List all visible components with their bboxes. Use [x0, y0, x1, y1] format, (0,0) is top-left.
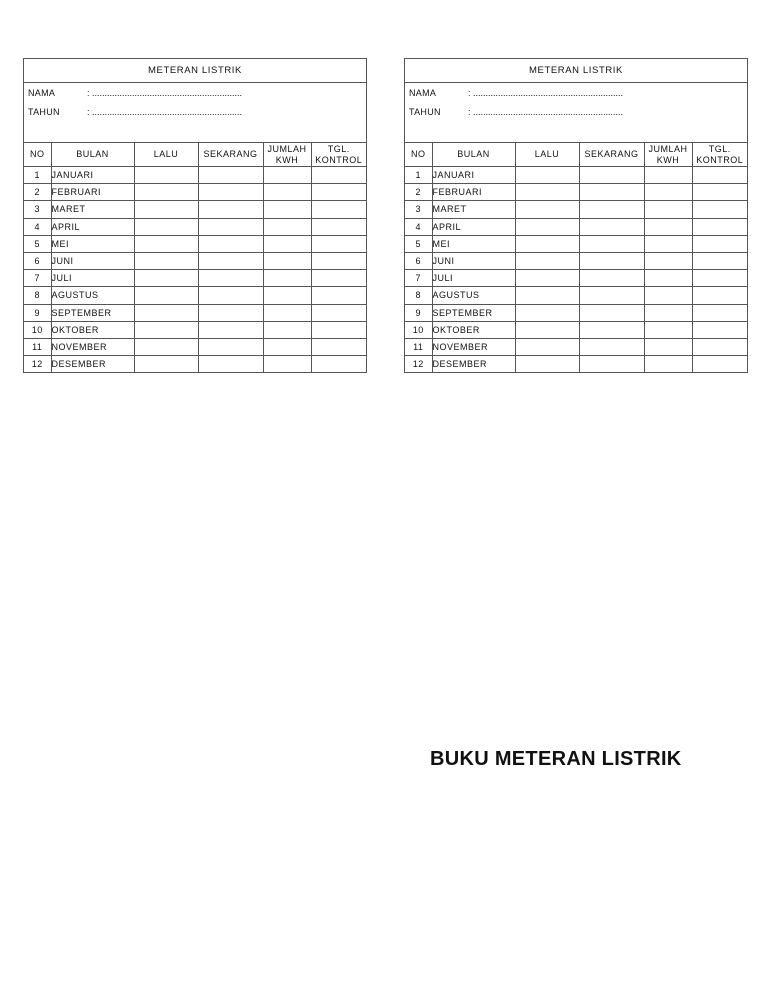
row-no: 6: [24, 252, 51, 269]
cell-jumlah-kwh[interactable]: [263, 252, 311, 269]
cell-sekarang[interactable]: [579, 235, 644, 252]
cell-sekarang[interactable]: [579, 356, 644, 373]
row-bulan: JULI: [432, 270, 515, 287]
cell-lalu[interactable]: [515, 218, 579, 235]
row-bulan: AGUSTUS: [432, 287, 515, 304]
row-no: 11: [24, 338, 51, 355]
cell-sekarang[interactable]: [198, 270, 263, 287]
cell-jumlah-kwh[interactable]: [644, 338, 692, 355]
row-bulan: JUNI: [432, 252, 515, 269]
nama-value: : ............................................................: [87, 88, 243, 98]
cell-lalu[interactable]: [515, 252, 579, 269]
row-no: 1: [24, 167, 51, 184]
cell-tgl-kontrol[interactable]: [692, 287, 747, 304]
cell-sekarang[interactable]: [579, 270, 644, 287]
table-row: [405, 201, 747, 218]
table-row: [405, 167, 747, 184]
cell-tgl-kontrol[interactable]: [311, 356, 366, 373]
meter-table: [405, 143, 747, 372]
cell-sekarang[interactable]: [198, 338, 263, 355]
table-row: [24, 184, 366, 201]
row-no: 3: [24, 201, 51, 218]
cell-sekarang[interactable]: [579, 184, 644, 201]
cell-jumlah-kwh[interactable]: [263, 167, 311, 184]
row-bulan: SEPTEMBER: [432, 304, 515, 321]
cell-lalu[interactable]: [134, 356, 198, 373]
meter-card-left: [23, 58, 367, 373]
cell-sekarang[interactable]: [579, 218, 644, 235]
row-no: 5: [24, 235, 51, 252]
row-bulan: APRIL: [51, 218, 134, 235]
table-row: [405, 218, 747, 235]
cell-lalu[interactable]: [134, 338, 198, 355]
table-row: [405, 184, 747, 201]
row-bulan: MARET: [432, 201, 515, 218]
cell-lalu[interactable]: [134, 167, 198, 184]
table-row: [24, 218, 366, 235]
cell-lalu[interactable]: [134, 252, 198, 269]
cell-jumlah-kwh[interactable]: [644, 252, 692, 269]
col-header-jumlah-kwh: JUMLAH KWH: [644, 143, 692, 167]
row-bulan: OKTOBER: [432, 321, 515, 338]
row-bulan: OKTOBER: [51, 321, 134, 338]
cell-sekarang[interactable]: [198, 235, 263, 252]
cell-sekarang[interactable]: [579, 252, 644, 269]
cell-tgl-kontrol[interactable]: [692, 321, 747, 338]
cell-lalu[interactable]: [515, 287, 579, 304]
cell-tgl-kontrol[interactable]: [692, 184, 747, 201]
cell-sekarang[interactable]: [579, 287, 644, 304]
row-no: 4: [24, 218, 51, 235]
nama-row: [28, 88, 242, 98]
cell-tgl-kontrol[interactable]: [692, 270, 747, 287]
table-row: [405, 304, 747, 321]
cell-tgl-kontrol[interactable]: [311, 167, 366, 184]
cell-sekarang[interactable]: [198, 218, 263, 235]
row-no: 10: [405, 321, 432, 338]
cell-tgl-kontrol[interactable]: [692, 356, 747, 373]
cell-jumlah-kwh[interactable]: [263, 201, 311, 218]
row-bulan: NOVEMBER: [51, 338, 134, 355]
row-bulan: APRIL: [432, 218, 515, 235]
row-bulan: NOVEMBER: [432, 338, 515, 355]
cell-tgl-kontrol[interactable]: [692, 167, 747, 184]
row-no: 11: [405, 338, 432, 355]
cell-tgl-kontrol[interactable]: [692, 218, 747, 235]
cell-tgl-kontrol[interactable]: [311, 338, 366, 355]
cell-tgl-kontrol[interactable]: [311, 252, 366, 269]
table-row: [405, 270, 747, 287]
row-no: 9: [24, 304, 51, 321]
col-header-no: NO: [405, 143, 432, 167]
col-header-sekarang: SEKARANG: [198, 143, 263, 167]
cell-sekarang[interactable]: [198, 356, 263, 373]
table-row: [24, 321, 366, 338]
table-row: [24, 304, 366, 321]
cell-tgl-kontrol[interactable]: [311, 270, 366, 287]
table-row: [24, 356, 366, 373]
row-bulan: MARET: [51, 201, 134, 218]
col-header-tgl-kontrol: TGL. KONTROL: [692, 143, 747, 167]
cell-sekarang[interactable]: [198, 321, 263, 338]
cell-jumlah-kwh[interactable]: [263, 184, 311, 201]
table-row: [24, 167, 366, 184]
row-no: 3: [405, 201, 432, 218]
row-bulan: FEBRUARI: [51, 184, 134, 201]
cell-lalu[interactable]: [515, 356, 579, 373]
cell-jumlah-kwh[interactable]: [263, 321, 311, 338]
cell-tgl-kontrol[interactable]: [311, 184, 366, 201]
row-bulan: FEBRUARI: [432, 184, 515, 201]
cell-sekarang[interactable]: [198, 167, 263, 184]
row-no: 8: [405, 287, 432, 304]
cell-lalu[interactable]: [515, 184, 579, 201]
cell-lalu[interactable]: [134, 201, 198, 218]
nama-value: : ............................................................: [468, 88, 624, 98]
col-header-sekarang: SEKARANG: [579, 143, 644, 167]
row-no: 5: [405, 235, 432, 252]
table-row: [24, 270, 366, 287]
row-no: 12: [24, 356, 51, 373]
cell-lalu[interactable]: [134, 184, 198, 201]
table-row: [24, 252, 366, 269]
cell-tgl-kontrol[interactable]: [311, 287, 366, 304]
cell-jumlah-kwh[interactable]: [644, 218, 692, 235]
tahun-value: : ............................................................: [468, 107, 624, 117]
cell-jumlah-kwh[interactable]: [644, 184, 692, 201]
cell-tgl-kontrol[interactable]: [311, 235, 366, 252]
col-header-bulan: BULAN: [432, 143, 515, 167]
cell-sekarang[interactable]: [198, 184, 263, 201]
cell-lalu[interactable]: [515, 235, 579, 252]
cell-tgl-kontrol[interactable]: [692, 338, 747, 355]
cell-sekarang[interactable]: [198, 304, 263, 321]
cell-jumlah-kwh[interactable]: [263, 218, 311, 235]
row-bulan: AGUSTUS: [51, 287, 134, 304]
col-header-jumlah-kwh: JUMLAH KWH: [263, 143, 311, 167]
cell-lalu[interactable]: [134, 270, 198, 287]
info-section: [24, 83, 366, 143]
cell-jumlah-kwh[interactable]: [263, 287, 311, 304]
row-no: 6: [405, 252, 432, 269]
table-row: [405, 287, 747, 304]
row-no: 9: [405, 304, 432, 321]
row-no: 8: [24, 287, 51, 304]
cell-lalu[interactable]: [134, 287, 198, 304]
col-header-no: NO: [24, 143, 51, 167]
cell-sekarang[interactable]: [579, 338, 644, 355]
tahun-label: TAHUN: [409, 107, 441, 117]
cell-jumlah-kwh[interactable]: [644, 201, 692, 218]
cell-lalu[interactable]: [515, 304, 579, 321]
row-no: 12: [405, 356, 432, 373]
cell-tgl-kontrol[interactable]: [692, 304, 747, 321]
tahun-row: [409, 107, 623, 117]
row-no: 1: [405, 167, 432, 184]
row-no: 2: [405, 184, 432, 201]
nama-label: NAMA: [409, 88, 437, 98]
nama-row: [409, 88, 623, 98]
cell-sekarang[interactable]: [198, 287, 263, 304]
row-no: 10: [24, 321, 51, 338]
cell-jumlah-kwh[interactable]: [644, 235, 692, 252]
row-bulan: DESEMBER: [432, 356, 515, 373]
cell-lalu[interactable]: [134, 235, 198, 252]
cell-lalu[interactable]: [515, 201, 579, 218]
cell-sekarang[interactable]: [579, 201, 644, 218]
cell-tgl-kontrol[interactable]: [692, 201, 747, 218]
cell-jumlah-kwh[interactable]: [644, 287, 692, 304]
table-row: [24, 338, 366, 355]
cell-lalu[interactable]: [515, 167, 579, 184]
table-row: [405, 252, 747, 269]
cell-jumlah-kwh[interactable]: [644, 304, 692, 321]
cell-tgl-kontrol[interactable]: [311, 321, 366, 338]
meter-table: [24, 143, 366, 372]
cell-sekarang[interactable]: [579, 321, 644, 338]
row-bulan: DESEMBER: [51, 356, 134, 373]
meter-card-right: [404, 58, 748, 373]
tahun-label: TAHUN: [28, 107, 60, 117]
cell-jumlah-kwh[interactable]: [263, 270, 311, 287]
row-bulan: JANUARI: [51, 167, 134, 184]
cell-jumlah-kwh[interactable]: [263, 356, 311, 373]
card-title: METERAN LISTRIK: [24, 59, 366, 83]
cell-tgl-kontrol[interactable]: [311, 304, 366, 321]
table-row: [405, 356, 747, 373]
tahun-row: [28, 107, 242, 117]
cell-tgl-kontrol[interactable]: [692, 235, 747, 252]
cell-sekarang[interactable]: [198, 252, 263, 269]
col-header-lalu: LALU: [515, 143, 579, 167]
cell-tgl-kontrol[interactable]: [311, 218, 366, 235]
row-bulan: JULI: [51, 270, 134, 287]
row-bulan: SEPTEMBER: [51, 304, 134, 321]
cell-lalu[interactable]: [134, 321, 198, 338]
cell-lalu[interactable]: [515, 321, 579, 338]
cell-jumlah-kwh[interactable]: [263, 235, 311, 252]
cell-jumlah-kwh[interactable]: [644, 167, 692, 184]
row-no: 4: [405, 218, 432, 235]
cell-sekarang[interactable]: [198, 201, 263, 218]
cell-jumlah-kwh[interactable]: [644, 356, 692, 373]
cell-jumlah-kwh[interactable]: [644, 270, 692, 287]
cell-lalu[interactable]: [134, 304, 198, 321]
cell-jumlah-kwh[interactable]: [263, 338, 311, 355]
row-bulan: MEI: [51, 235, 134, 252]
row-no: 7: [24, 270, 51, 287]
col-header-tgl-kontrol: TGL. KONTROL: [311, 143, 366, 167]
cell-jumlah-kwh[interactable]: [644, 321, 692, 338]
table-row: [405, 338, 747, 355]
row-bulan: MEI: [432, 235, 515, 252]
table-row: [24, 235, 366, 252]
row-bulan: JUNI: [51, 252, 134, 269]
cell-sekarang[interactable]: [579, 304, 644, 321]
info-section: [405, 83, 747, 143]
row-no: 2: [24, 184, 51, 201]
tahun-value: : ............................................................: [87, 107, 243, 117]
row-no: 7: [405, 270, 432, 287]
nama-label: NAMA: [28, 88, 56, 98]
cell-lalu[interactable]: [134, 218, 198, 235]
table-row: [405, 235, 747, 252]
table-row: [24, 287, 366, 304]
cell-lalu[interactable]: [515, 270, 579, 287]
book-title: BUKU METERAN LISTRIK: [430, 748, 682, 770]
row-bulan: JANUARI: [432, 167, 515, 184]
cell-sekarang[interactable]: [579, 167, 644, 184]
cell-jumlah-kwh[interactable]: [263, 304, 311, 321]
card-title: METERAN LISTRIK: [405, 59, 747, 83]
table-row: [24, 201, 366, 218]
cell-lalu[interactable]: [515, 338, 579, 355]
cell-tgl-kontrol[interactable]: [692, 252, 747, 269]
col-header-lalu: LALU: [134, 143, 198, 167]
cell-tgl-kontrol[interactable]: [311, 201, 366, 218]
col-header-bulan: BULAN: [51, 143, 134, 167]
table-row: [405, 321, 747, 338]
